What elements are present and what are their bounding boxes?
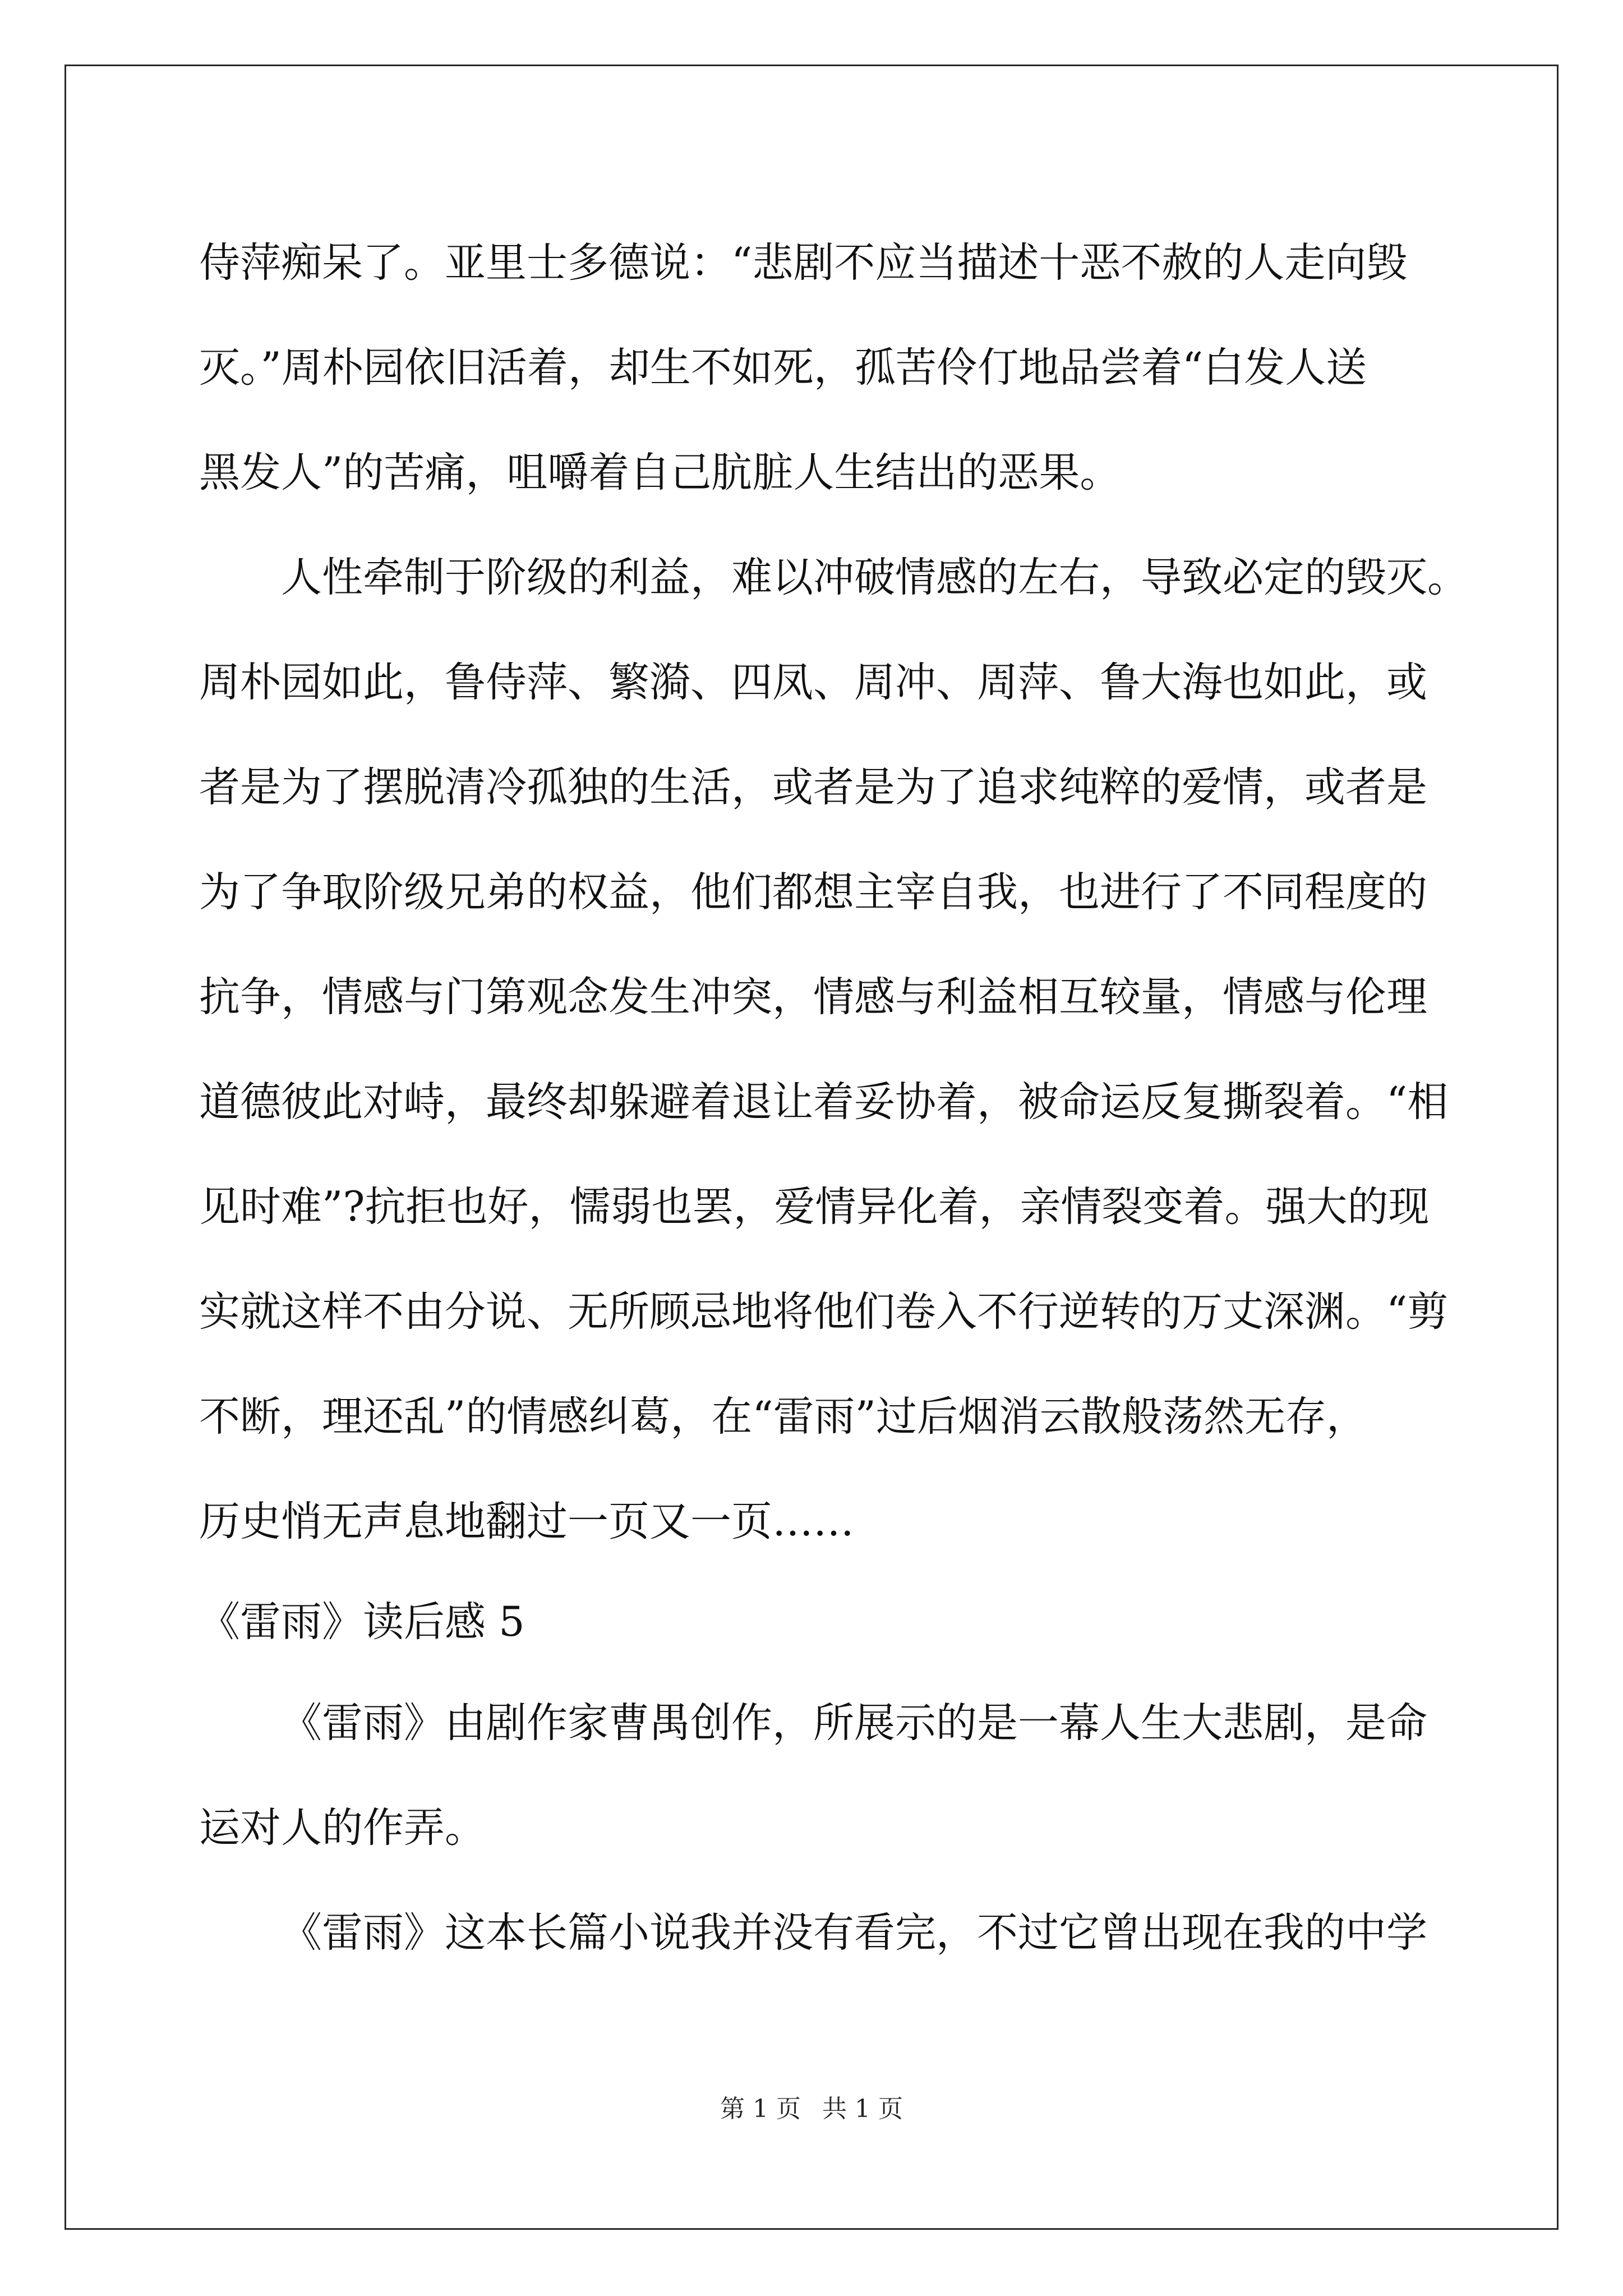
text-line: 灭。”周朴园依旧活着，却生不如死，孤苦伶仃地品尝着“白发人送 (199, 344, 1367, 392)
document-body (199, 210, 1468, 1985)
text-line: 为了争取阶级兄弟的权益，他们都想主宰自我，也进行了不同程度的 (199, 868, 1427, 916)
text-line: 人性牵制于阶级的利益，难以冲破情感的左右，导致必定的毁灭。 (281, 554, 1468, 601)
text-line: 不断，理还乱”的情感纠葛，在“雷雨”过后烟消云散般荡然无存， (199, 1393, 1367, 1441)
page-total: 共 1 页 (822, 2095, 903, 2123)
text-line: 黑发人”的苦痛，咀嚼着自己肮脏人生结出的恶果。 (199, 449, 1121, 496)
text-line: 《雷雨》这本长篇小说我并没有看完，不过它曾出现在我的中学 (281, 1909, 1427, 1957)
text-line: 历史悄无声息地翻过一页又一页…… (199, 1498, 854, 1545)
text-line: 实就这样不由分说、无所顾忌地将他们卷入不行逆转的万丈深渊。“剪 (199, 1288, 1449, 1336)
text-line: 侍萍痴呆了。亚里士多德说：“悲剧不应当描述十恶不赦的人走向毁 (199, 239, 1408, 287)
page-number: 第 1 页 (720, 2095, 801, 2123)
section-heading: 《雷雨》读后感 5 (199, 1598, 525, 1646)
page-footer (0, 2088, 1623, 2124)
text-line: 抗争，情感与门第观念发生冲突，情感与利益相互较量，情感与伦理 (199, 973, 1427, 1021)
text-line: 运对人的作弄。 (199, 1804, 486, 1852)
text-line: 者是为了摆脱清冷孤独的生活，或者是为了追求纯粹的爱情，或者是 (199, 763, 1427, 811)
text-line: 道德彼此对峙，最终却躲避着退让着妥协着，被命运反复撕裂着。“相 (199, 1078, 1449, 1126)
text-line: 《雷雨》由剧作家曹禺创作，所展示的是一幕人生大悲剧，是命 (281, 1699, 1427, 1747)
text-line: 周朴园如此，鲁侍萍、繁漪、四凤、周冲、周萍、鲁大海也如此，或 (199, 659, 1427, 706)
text-line: 见时难”?抗拒也好，懦弱也罢，爱情异化着，亲情裂变着。强大的现 (199, 1183, 1430, 1231)
